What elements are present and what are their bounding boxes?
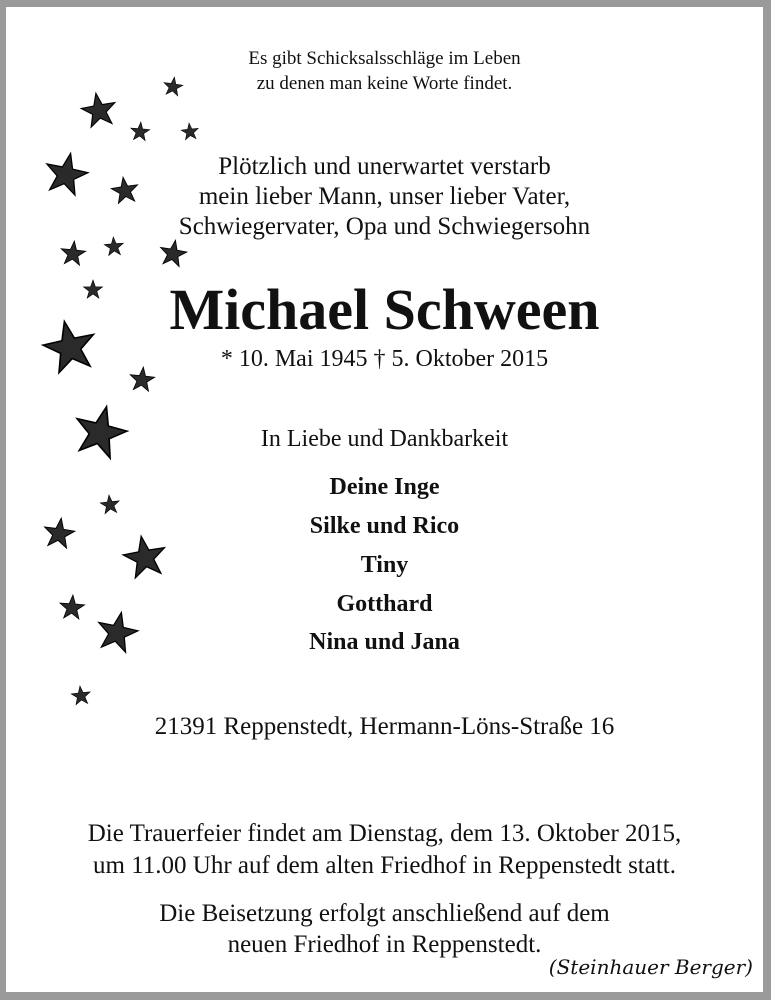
obituary-notice — [6, 7, 763, 992]
star-icon — [70, 685, 91, 705]
service-line-2: um 11.00 Uhr auf dem alten Friedhof in Reppenstedt statt. — [93, 852, 676, 879]
mourners-intro: In Liebe und Dankbarkeit — [260, 426, 509, 452]
mourner-name: Deine Inge — [329, 474, 440, 500]
star-icon — [130, 121, 151, 141]
intro-line-1: Es gibt Schicksalsschläge im Leben — [248, 48, 521, 69]
mourner-name: Tiny — [360, 552, 409, 578]
mourner-name: Nina und Jana — [309, 629, 460, 655]
announcement-line-1: Plötzlich und unerwartet verstarb — [218, 153, 551, 180]
funeral-home-signature: (Steinhauer Berger) — [548, 955, 753, 979]
mourner-name: Silke und Rico — [309, 513, 460, 539]
intro-line-2: zu denen man keine Worte findet. — [256, 73, 513, 94]
service-line-3: Die Beisetzung erfolgt anschließend auf dem — [159, 900, 610, 927]
star-icon — [181, 122, 200, 140]
mourner-name: Gotthard — [336, 591, 433, 617]
address: 21391 Reppenstedt, Hermann-Löns-Straße 16 — [154, 713, 615, 740]
announcement-line-3: Schwiegervater, Opa und Schwiegersohn — [178, 213, 591, 240]
life-dates: * 10. Mai 1945 † 5. Oktober 2015 — [220, 346, 549, 372]
star-icon — [60, 240, 87, 266]
deceased-name: Michael Schween — [169, 277, 600, 342]
star-icon — [79, 90, 118, 128]
announcement-line-2: mein lieber Mann, unser lieber Vater, — [198, 183, 571, 210]
service-line-4: neuen Friedhof in Reppenstedt. — [227, 931, 542, 958]
star-icon — [158, 238, 189, 268]
service-line-1: Die Trauerfeier findet am Dienstag, dem 13. Oktober 2015, — [87, 820, 682, 847]
